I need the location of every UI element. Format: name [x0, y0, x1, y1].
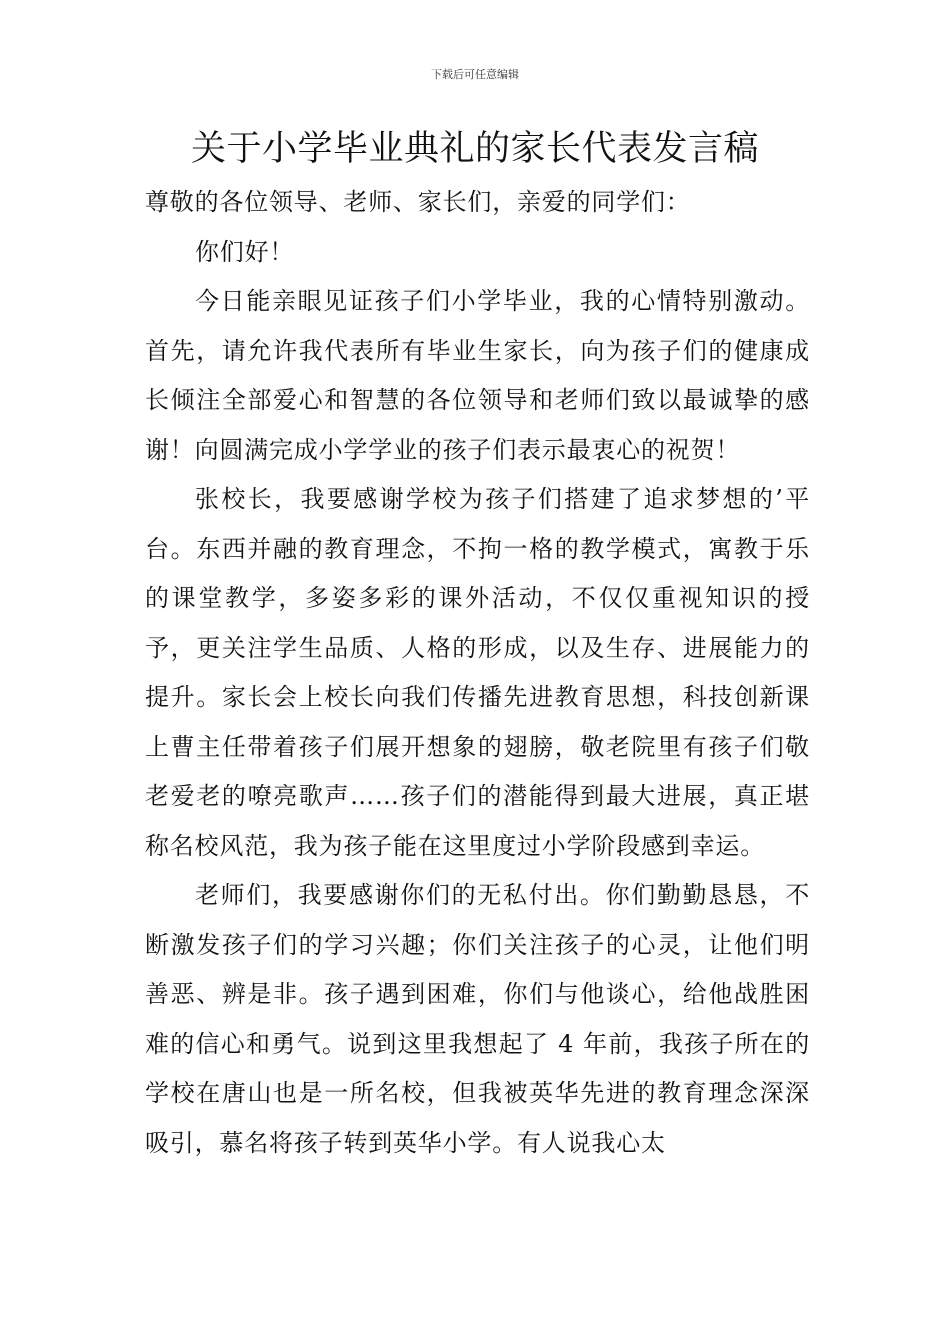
paragraph-teachers: 老师们，我要感谢你们的无私付出。你们勤勤恳恳，不断激发孩子们的学习兴趣；你们关注孩子的心灵，让他们明善恶、辨是非。孩子遇到困难，你们与他谈心，给他战胜困难的信心和勇气。说到这里我想起了 4 年前，我孩子所在的学校在唐山也是一所名校，但我被英华先进的教育理念深深吸引，慕名将孩子转到英华小学。有人说我心太	[145, 881, 810, 1157]
document-body	[145, 178, 810, 1168]
paragraph-principal: 张校长，我要感谢学校为孩子们搭建了追求梦想的’平台。东西并融的教育理念，不拘一格的教学模式，寓教于乐的课堂教学，多姿多彩的课外活动，不仅仅重视知识的授予，更关注学生品质、人格的形成，以及生存、进展能力的提升。家长会上校长向我们传播先进教育思想，科技创新课上曹主任带着孩子们展开想象的翅膀，敬老院里有孩子们敬老爱老的嘹亮歌声……孩子们的潜能得到最大进展，真正堪称名校风范，我为孩子能在这里度过小学阶段感到幸运。	[145, 485, 810, 860]
salutation: 尊敬的各位领导、老师、家长们，亲爱的同学们：	[145, 188, 691, 216]
greeting: 你们好！	[195, 237, 295, 266]
document-title: 关于小学毕业典礼的家长代表发言稿	[190, 129, 759, 169]
paragraph-gratitude: 今日能亲眼见证孩子们小学毕业，我的心情特别激动。首先，请允许我代表所有毕业生家长，向为孩子们的健康成长倾注全部爱心和智慧的各位领导和老师们致以最诚挚的感谢！向圆满完成小学学业的孩子们表示最衷心的祝贺！	[145, 287, 810, 464]
header-note: 下载后可任意编辑	[431, 68, 519, 81]
